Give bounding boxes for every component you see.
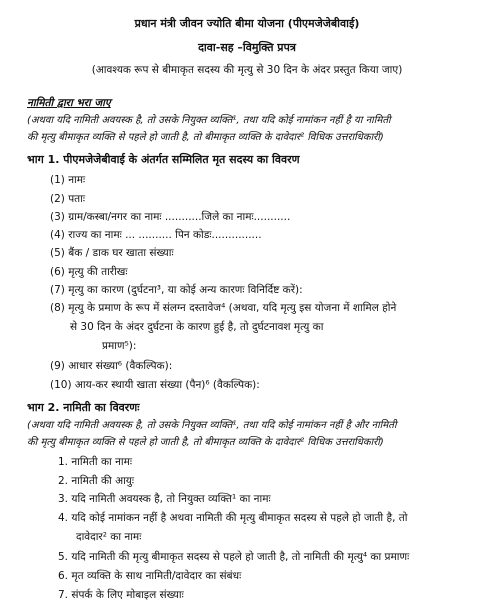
part1-item-proof-cont: से 30 दिन के अंदर दुर्घटना के कारण हुई है, तो दुर्घटनावश मृत्यु का (70, 321, 324, 333)
part2-heading: भाग 2. नामिती का विवरणः (27, 401, 140, 414)
part2-note-line2: की मृत्यु बीमाकृत व्यक्ति से पहले हो जाती है, तो बीमाकृत व्यक्ति के दावेदार² विधिक उत्तराधिकारी) (27, 437, 384, 448)
nominee-note-line1: (अथवा यदि नामिती अवयस्क है, तो उसके नियुक्त व्यक्ति¹, तथा यदि कोई नामांकन नहीं है या नामिती (27, 115, 391, 126)
nominee-heading: नामिती द्वारा भरा जाए (27, 97, 111, 109)
part2-item-relationship: 6. मृत व्यक्ति के साथ नामिती/दावेदार का संबंधः (58, 570, 242, 582)
part1-item-death-cause: (7) मृत्यु का कारण (दुर्घटना³, या कोई अन्य कारणः विनिर्दिष्ट करें): (50, 284, 303, 296)
part1-item-name: (1) नामः (50, 174, 86, 186)
part1-item-death-date: (6) मृत्यु की तारीखः (50, 266, 128, 278)
part2-item-appointee: 3. यदि नामिती अवयस्क है, तो नियुक्त व्यक्ति¹ का नामः (58, 493, 271, 505)
part1-heading: भाग 1. पीएमजेजेबीवाई के अंतर्गत सम्मिलित मृत सदस्य का विवरण (27, 153, 300, 166)
part2-item-nominee-name: 1. नामिती का नामः (58, 456, 133, 468)
part2-item-mobile: 7. संपर्क के लिए मोबाइल संख्याः (58, 589, 184, 601)
form-title: प्रधान मंत्री जीवन ज्योति बीमा योजना (पीएमजेजेबीवाई) (134, 17, 360, 30)
form-subtitle: दावा-सह –विमुक्ति प्रपत्र (198, 41, 296, 54)
part2-item-claimant: 4. यदि कोई नामांकन नहीं है अथवा नामिती की मृत्यु बीमाकृत सदस्य से पहले हो जाती है, तो (58, 512, 408, 524)
part1-item-account: (5) बैंक / डाक घर खाता संख्याः (50, 247, 174, 259)
part2-item-nominee-age: 2. नामिती की आयुः (58, 475, 135, 487)
form-note: (आवश्यक रूप से बीमाकृत सदस्य की मृत्यु से 30 दिन के अंदर प्रस्तुत किया जाए) (91, 64, 403, 76)
part1-item-address: (2) पताः (50, 193, 86, 205)
part1-item-aadhaar: (9) आधार संख्या⁶ (वैकल्पिक): (50, 360, 173, 372)
part1-item-proof: (8) मृत्यु के प्रमाण के रूप में संलग्न दस्तावेज⁴ (अथवा, यदि मृत्यु इस योजना में शामिल होने (50, 302, 397, 314)
part2-item-nominee-death: 5. यदि नामिती की मृत्यु बीमाकृत सदस्य से पहले हो जाती है, तो नामिती की मृत्यु⁴ का प्रमाणः (58, 551, 410, 563)
part1-item-proof-end: प्रमाण⁵): (102, 340, 137, 352)
part1-item-state: (4) राज्य का नामः ... .......... पिन कोडः............... (50, 229, 262, 241)
part2-note-line1: (अथवा यदि नामिती अवयस्क है, तो उसके नियुक्त व्यक्ति¹, तथा यदि कोई नामांकन नहीं है और नामिती (27, 420, 397, 431)
part2-item-claimant-cont: दावेदार² का नामः (76, 531, 142, 543)
part1-item-village: (3) ग्राम/कस्बा/नगर का नामः ...........जिले का नामः........... (50, 211, 291, 223)
nominee-note-line2: की मृत्यु बीमाकृत व्यक्ति से पहले हो जाती है, तो बीमाकृत व्यक्ति के दावेदार² विधिक उत्तराधिकारी) (27, 132, 384, 143)
part1-item-pan: (10) आय-कर स्थायी खाता संख्या (पैन)⁶ (वैकल्पिक): (50, 379, 260, 391)
